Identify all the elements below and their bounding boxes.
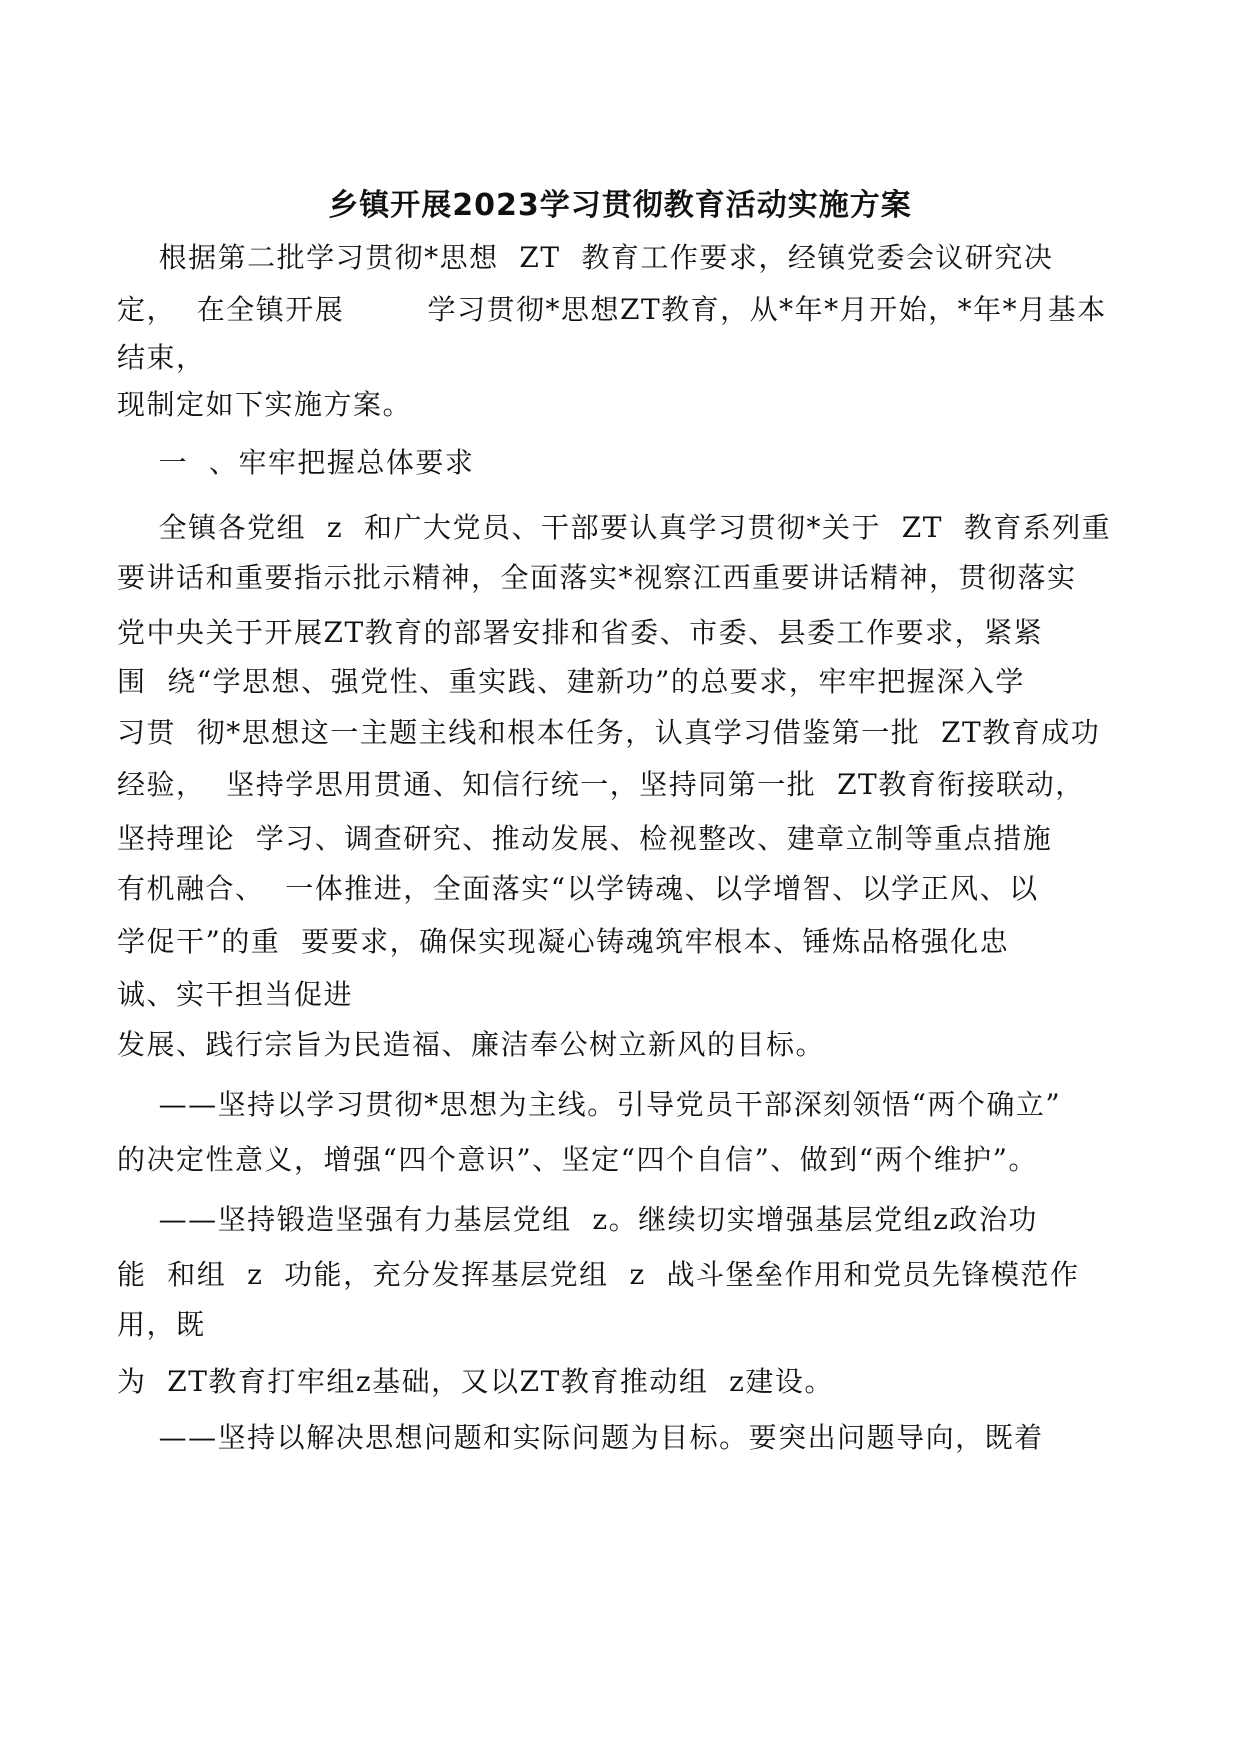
body-line: ——坚持锻造坚强有力基层党组 z。继续切实增强基层党组z政治功 (117, 1203, 1038, 1236)
body-line: 经验， 坚持学思用贯通、知信行统一，坚持同第一批 ZT教育衔接联动， (117, 768, 1085, 801)
body-line: 结束， (117, 341, 206, 374)
body-line: 坚持理论 学习、调查研究、推动发展、检视整改、建章立制等重点措施 (117, 822, 1053, 855)
body-line: 要讲话和重要指示批示精神，全面落实*视察江西重要讲话精神，贯彻落实 (117, 561, 1077, 594)
body-line: 定， 在全镇开展 学习贯彻*思想ZT教育，从*年*月开始，*年*月基本 (117, 293, 1107, 326)
body-line: 党中央关于开展ZT教育的部署安排和省委、市委、县委工作要求，紧紧 (117, 616, 1044, 649)
body-line: ——坚持以解决思想问题和实际问题为目标。要突出问题导向，既着 (117, 1421, 1044, 1454)
body-line: 习贯 彻*思想这一主题主线和根本任务，认真学习借鉴第一批 ZT教育成功 (117, 716, 1101, 749)
document-title: 乡镇开展2023学习贯彻教育活动实施方案 (328, 188, 912, 223)
body-line: ——坚持以学习贯彻*思想为主线。引导党员干部深刻领悟“两个确立” (117, 1088, 1062, 1121)
body-line: 学促干”的重 要要求，确保实现凝心铸魂筑牢根本、锤炼品格强化忠 (117, 925, 1010, 958)
body-line: 能 和组 z 功能，充分发挥基层党组 z 战斗堡垒作用和党员先锋模范作 (117, 1258, 1080, 1291)
body-line: 诚、实干担当促进 (117, 978, 354, 1011)
body-line: 有机融合、 一体推进，全面落实“以学铸魂、以学增智、以学正风、以 (117, 872, 1039, 905)
body-line: 用，既 (117, 1308, 206, 1341)
body-line: 围 绕“学思想、强党性、重实践、建新功”的总要求，牢牢把握深入学 (117, 665, 1025, 698)
body-line: 一 、牢牢把握总体要求 (117, 446, 475, 479)
body-line: 发展、践行宗旨为民造福、廉洁奉公树立新风的目标。 (117, 1028, 826, 1061)
body-line: 根据第二批学习贯彻*思想 ZT 教育工作要求，经镇党委会议研究决 (117, 241, 1054, 274)
body-line: 全镇各党组 z 和广大党员、干部要认真学习贯彻*关于 ZT 教育系列重 (117, 511, 1112, 544)
body-line: 为 ZT教育打牢组z基础，又以ZT教育推动组 z建设。 (117, 1365, 834, 1398)
body-line: 现制定如下实施方案。 (117, 388, 413, 421)
body-line: 的决定性意义，增强“四个意识”、坚定“四个自信”、做到“两个维护”。 (117, 1143, 1038, 1176)
